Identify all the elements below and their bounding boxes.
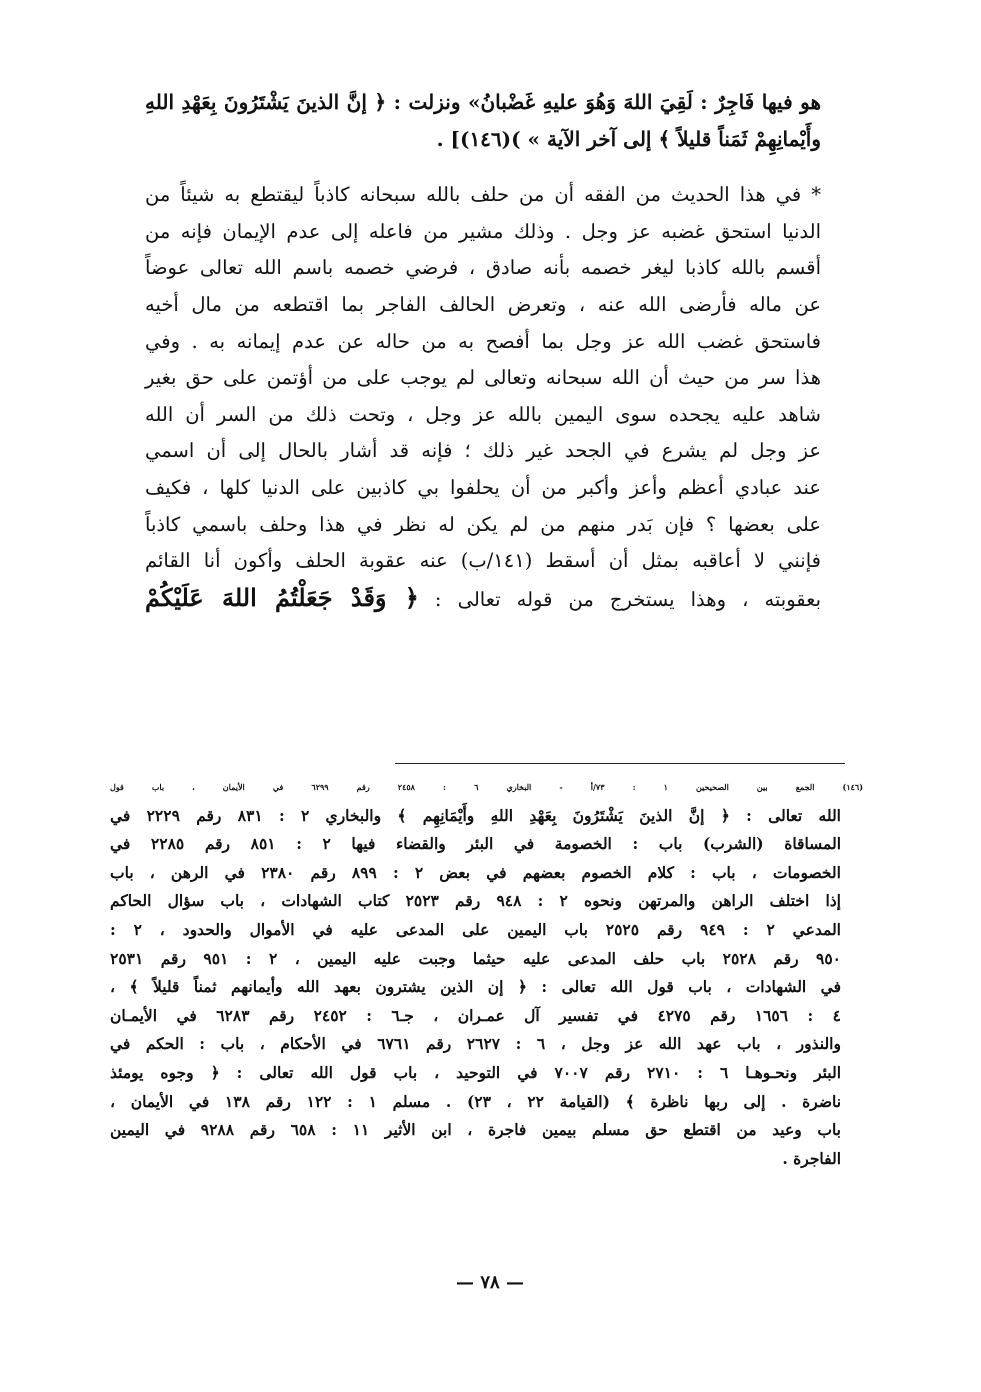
footnote-line: الله تعالى : ﴿ إنَّ الذينَ يَشْتَرُونَ بِعَهْدِ اللهِ وأَيْمَانِهِم ﴾ والبخاري ٢ : ٨٣١ رقم ٢٢٢٩ في: [110, 805, 841, 825]
footnote-line: ٤ : ١٦٥٦ رقم ٤٢٧٥ في تفسير آل عمـران ، جـ٦ : ٢٤٥٢ رقم ٦٢٨٣ في الأيمـان: [110, 1005, 841, 1025]
commentary-last-line-prefix: بعقوبته ، وهذا يستخرج من قوله تعالى :: [434, 587, 822, 611]
paragraph-gap: [145, 157, 821, 177]
commentary-line: شاهد عليه يجحده سوى اليمين بالله عز وجل ، وتحت ذلك من السر أن الله: [145, 402, 821, 426]
commentary-line: هذا سر من حيث أن الله سبحانه وتعالى لم يوجب على من أؤتمن على حق بغير: [145, 366, 821, 390]
commentary-line: عند عبادي أعظم وأعز وأكبر من أن يحلفوا بي كاذبين على الدنيا كلها ، فكيف: [145, 475, 821, 499]
footnote-line: الخصومات ، باب : كلام الخصوم بعضهم في بعض ٢ : ٨٩٩ رقم ٢٣٨٠ في الرهن ، باب: [110, 862, 841, 882]
footnote-line: باب وعيد من اقتطع حق مسلم بيمين فاجرة ، ابن الأثير ١١ : ٦٥٨ رقم ٩٢٨٨ في اليمين: [110, 1120, 841, 1140]
footnote-line: (١٤٦) الجمع بين الصحيحين ١ : ٧٣/أ - البخاري ٦ : ٢٤٥٨ رقم ٦٢٩٩ في الأيمان ، باب قول: [110, 782, 864, 792]
footnote-line: ٩٥٠ رقم ٢٥٢٨ باب حلف المدعى عليه حيثما وجبت عليه اليمين ، ٢ : ٩٥١ رقم ٢٥٣١: [110, 948, 841, 968]
commentary-line: عز وجل لم يشرع في الجحد غير ذلك ؛ فإنه قد أشار بالحال إلى أن اسمي: [145, 439, 821, 463]
commentary-line: عن ماله فأرضى الله عنه ، وتعرض الحالف الفاجر بما اقتطعه من مال أخيه: [145, 292, 821, 316]
commentary-line: فإنني لا أعاقبه بمثل أن أسقط (١٤١/ب) عنه عقوبة الحلف وأكون أنا القائم: [145, 549, 821, 573]
footnote-line: في الشهادات ، باب قول الله تعالى : ﴿ إن الذين يشترون بعهد الله وأيمانهم ثمناً قليلاً ﴾ ،: [110, 977, 841, 997]
commentary-line: أقسم بالله كاذبا ليغر خصمه بأنه صادق ، فرضي خصمه باسم الله تعالى عوضاً: [145, 256, 821, 280]
footnote-line: والنذور ، باب عهد الله عز وجل ، ٦ : ٢٦٢٧ رقم ٦٧٦١ في الأحكام ، باب : الحكم في: [110, 1034, 841, 1054]
footnote-line: إذا اختلف الراهن والمرتهن ونحوه ٢ : ٩٤٨ رقم ٢٥٢٣ كتاب الشهادات ، باب سؤال الحاكم: [110, 891, 841, 911]
commentary-line: الدنيا استحق غضبه عز وجل . وذلك مشير من فاعله إلى عدم الإيمان فإنه من: [145, 219, 821, 243]
footnote-line: ناضرة . إلى ربها ناظرة ﴾ (القيامة ٢٢ ، ٢٣) . مسلم ١ : ١٢٢ رقم ١٣٨ في الأيمان ،: [110, 1091, 842, 1111]
quran-quote: ﴿ وَقَدْ جَعَلْتُمُ اللهَ عَلَيْكُمْ: [145, 582, 419, 612]
hadith-line: هو فيها فَاجِرٌ : لَقِيَ اللهَ وَهُوَ عليهِ غَضْبانُ» ونزلت : ﴿ إنَّ الذينَ يَشْتَرُونَ بِعَهْدِ اللهِ: [145, 90, 821, 114]
page-number: — ٧٨ —: [456, 1272, 524, 1293]
footnote-line: المساقاة (الشرب) باب : الخصومة في البئر والقضاء فيها ٢ : ٨٥١ رقم ٢٢٨٥ في: [110, 834, 842, 854]
main-text-block: [145, 84, 821, 616]
footnote-line: البئر ونحـوهـا ٦ : ٢٧١٠ رقم ٧٠٠٧ في التوحيد ، باب قول الله تعالى : ﴿ وجوه يومئذ: [110, 1062, 842, 1082]
commentary-line: * في هذا الحديث من الفقه أن من حلف بالله سبحانه كاذباً ليقتطع به شيئاً من: [145, 183, 821, 207]
hadith-line: وأَيْمانِهِمْ ثَمَناً قليلاً ﴾ إلى آخر الآية » )(١٤٦)] .: [436, 126, 821, 151]
footnote-line: المدعي ٢ : ٩٤٩ رقم ٢٥٢٥ باب اليمين على المدعى عليه في الأموال والحدود ، ٢ :: [110, 919, 841, 939]
commentary-last-line: [145, 580, 821, 617]
commentary-line: فاستحق غضب الله عز وجل بما أفصح به من حاله عن عدم إيمانه به . وفي: [145, 329, 821, 353]
footnote-separator: [395, 763, 845, 764]
commentary-line: على بعضها ؟ فإن بَدر منهم من لم يكن له نظر في هذا وحلف باسمي كاذباً: [145, 512, 821, 536]
footnotes-block: [110, 773, 864, 1173]
footnote-line: الفاجرة .: [782, 1148, 841, 1168]
